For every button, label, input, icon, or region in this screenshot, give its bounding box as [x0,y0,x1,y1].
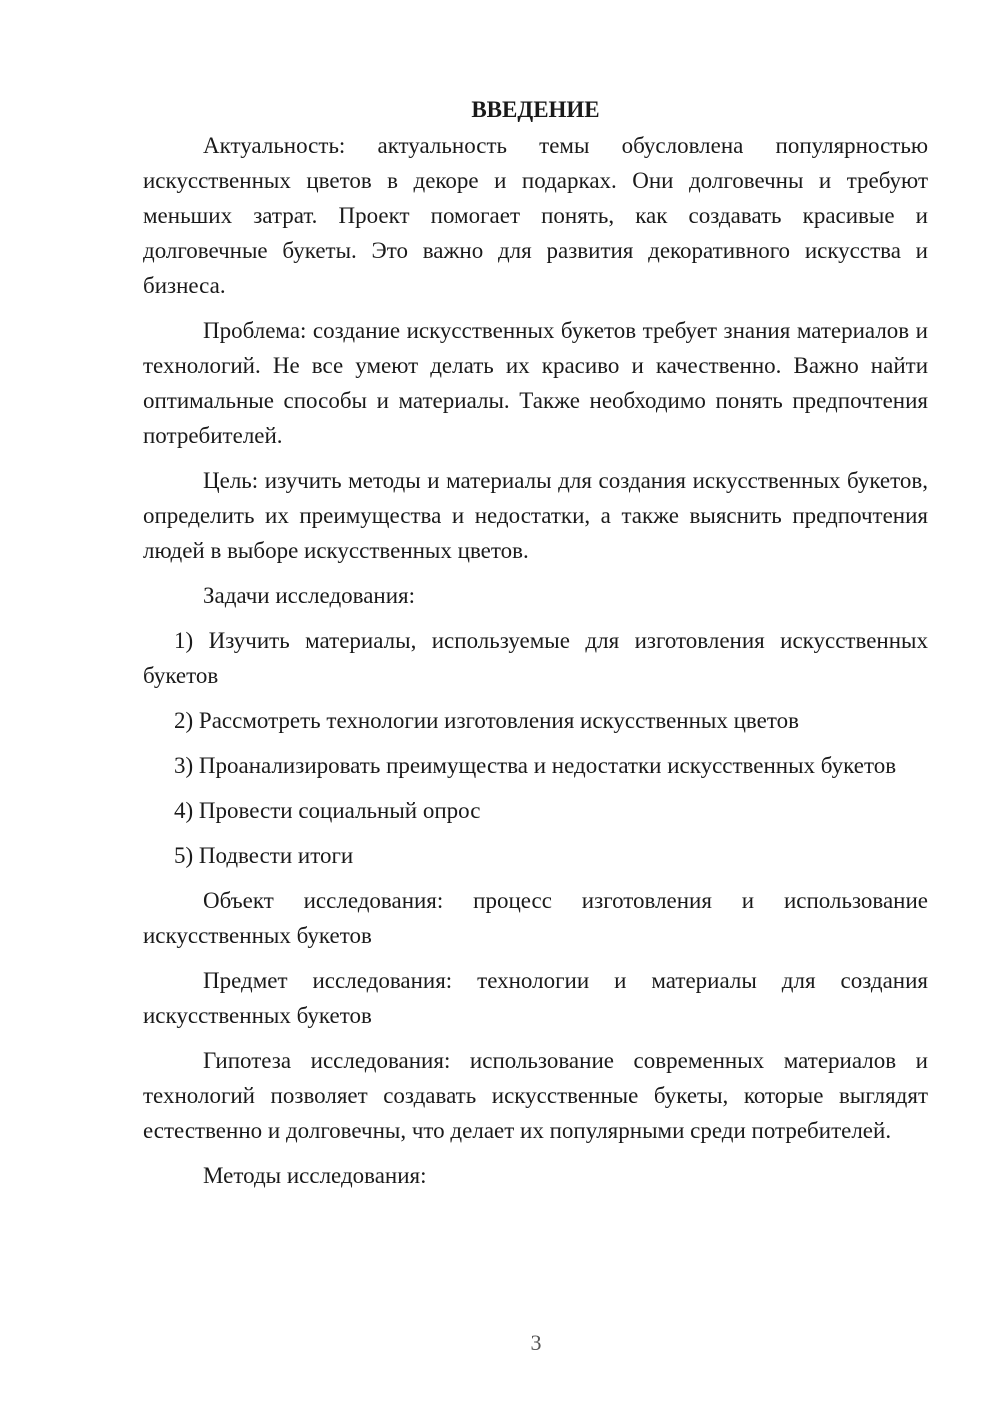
task-item-1: 1) Изучить материалы, используемые для изготовления искусственных букетов [143,628,928,688]
paragraph-subject: Предмет исследования: технологии и материалы для создания искусственных букетов [143,968,928,1028]
methods-heading: Методы исследования: [203,1163,427,1188]
task-item-2: 2) Рассмотреть технологии изготовления искусственных цветов [174,708,799,733]
paragraph-problem: Проблема: создание искусственных букетов требует знания материалов и технологий. Не все умеют делать их красиво и качественно. Важно найти оптимальные способы и материалы. Также необходимо понять предпочтения потребителей. [143,318,928,448]
task-item-3: 3) Проанализировать преимущества и недостатки искусственных букетов [174,753,897,778]
paragraph-relevance: Актуальность: актуальность темы обусловлена популярностью искусственных цветов в декоре и подарках. Они долговечны и требуют меньших затрат. Проект помогает понять, как создавать красивые и долговечные букеты. Это важно для развития декоративного искусства и бизнеса. [143,133,928,298]
task-item-5: 5) Подвести итоги [174,843,354,868]
paragraph-goal: Цель: изучить методы и материалы для создания искусственных букетов, определить их преимущества и недостатки, а также выяснить предпочтения людей в выборе искусственных цветов. [143,468,928,563]
page-body [143,92,928,1203]
paragraph-object: Объект исследования: процесс изготовления и использование искусственных букетов [143,888,928,948]
paragraph-hypothesis: Гипотеза исследования: использование современных материалов и технологий позволяет создавать искусственные букеты, которые выглядят естественно и долговечны, что делает их популярными среди потребителей. [143,1048,928,1143]
tasks-heading: Задачи исследования: [203,583,416,608]
section-title: ВВЕДЕНИЕ [471,97,600,122]
task-item-4: 4) Провести социальный опрос [174,798,481,823]
page-number: 3 [530,1330,542,1355]
